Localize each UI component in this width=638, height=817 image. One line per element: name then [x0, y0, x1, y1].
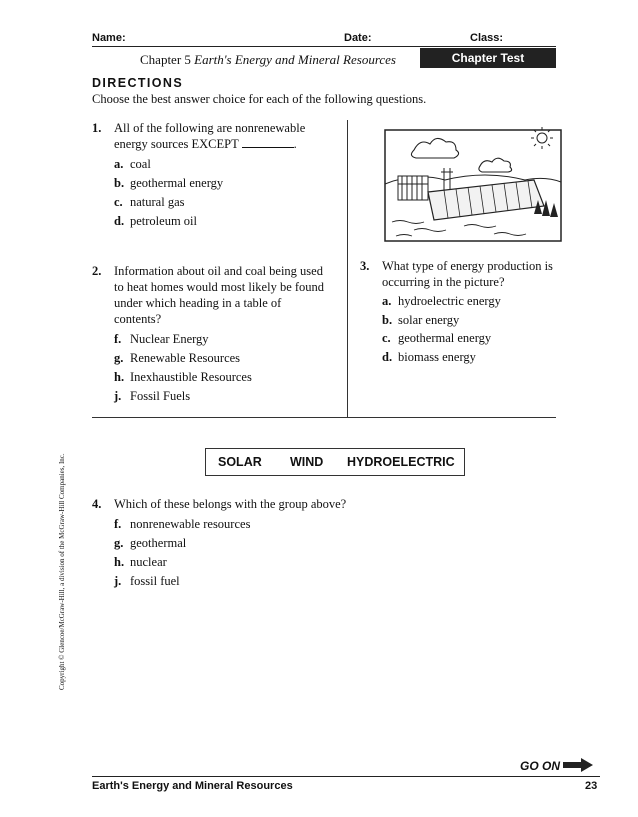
option-j[interactable]: j. Fossil Fuels	[114, 389, 191, 403]
question-text: to heat homes would most likely be found	[114, 280, 325, 294]
question-3	[360, 258, 570, 368]
footer-title: Earth's Energy and Mineral Resources	[92, 780, 293, 792]
option-b[interactable]: b. solar energy	[382, 313, 460, 327]
chapter-name: Earth's Energy and Mineral Resources	[194, 52, 396, 67]
chapter-test-tab: Chapter Test	[420, 48, 556, 68]
option-g[interactable]: g. Renewable Resources	[114, 351, 241, 365]
go-on-label: GO ON	[520, 758, 593, 773]
question-number: 4.	[92, 497, 102, 511]
question-text: contents?	[114, 312, 162, 326]
question-2	[92, 263, 342, 408]
option-d[interactable]: d. biomass energy	[382, 350, 476, 364]
date-label: Date:	[344, 32, 372, 44]
group-item-wind: WIND	[290, 455, 324, 469]
directions-text: Choose the best answer choice for each of the following questions.	[92, 92, 427, 106]
directions-heading: DIRECTIONS	[92, 76, 184, 90]
option-d[interactable]: d. petroleum oil	[114, 214, 197, 228]
name-label: Name:	[92, 32, 126, 44]
question-text: under which heading in a table of	[114, 296, 282, 310]
chapter-title	[140, 52, 396, 68]
question-text: energy sources EXCEPT .	[114, 137, 297, 151]
option-b[interactable]: b. geothermal energy	[114, 176, 224, 190]
option-c[interactable]: c. natural gas	[114, 195, 185, 209]
class-label: Class:	[470, 32, 504, 44]
option-j[interactable]: j. fossil fuel	[114, 574, 180, 588]
group-item-hydroelectric: HYDROELECTRIC	[347, 455, 455, 469]
question-4	[92, 496, 392, 596]
section-divider	[92, 417, 556, 418]
group-item-solar: SOLAR	[218, 455, 262, 469]
question-text: What type of energy production is	[382, 259, 553, 273]
question-text: Information about oil and coal being used	[114, 264, 323, 278]
option-c[interactable]: c. geothermal energy	[382, 331, 492, 345]
question-text: Which of these belongs with the group above?	[114, 497, 347, 511]
header-rule	[92, 46, 556, 47]
group-box	[205, 448, 465, 476]
option-a[interactable]: a. hydroelectric energy	[382, 294, 501, 308]
option-f[interactable]: f. nonrenewable resources	[114, 517, 251, 531]
column-divider	[347, 120, 348, 418]
question-text: occurring in the picture?	[382, 275, 505, 289]
question-number: 1.	[92, 121, 102, 135]
option-f[interactable]: f. Nuclear Energy	[114, 332, 209, 346]
arrow-right-icon	[563, 758, 593, 772]
chapter-prefix: Chapter 5	[140, 52, 191, 67]
copyright-notice: Copyright © Glencoe/McGraw-Hill, a division of the McGraw-Hill Companies, Inc.	[58, 453, 66, 690]
hydroelectric-dam-illustration	[384, 122, 562, 242]
question-text: All of the following are nonrenewable	[114, 121, 306, 135]
answer-blank	[242, 137, 294, 148]
option-h[interactable]: h. Inexhaustible Resources	[114, 370, 252, 384]
question-number: 2.	[92, 264, 102, 278]
footer-rule	[92, 776, 600, 777]
page-number: 23	[585, 780, 598, 792]
option-a[interactable]: a. coal	[114, 157, 151, 171]
option-g[interactable]: g. geothermal	[114, 536, 187, 550]
question-1	[92, 120, 342, 230]
question-number: 3.	[360, 259, 370, 273]
option-h[interactable]: h. nuclear	[114, 555, 167, 569]
